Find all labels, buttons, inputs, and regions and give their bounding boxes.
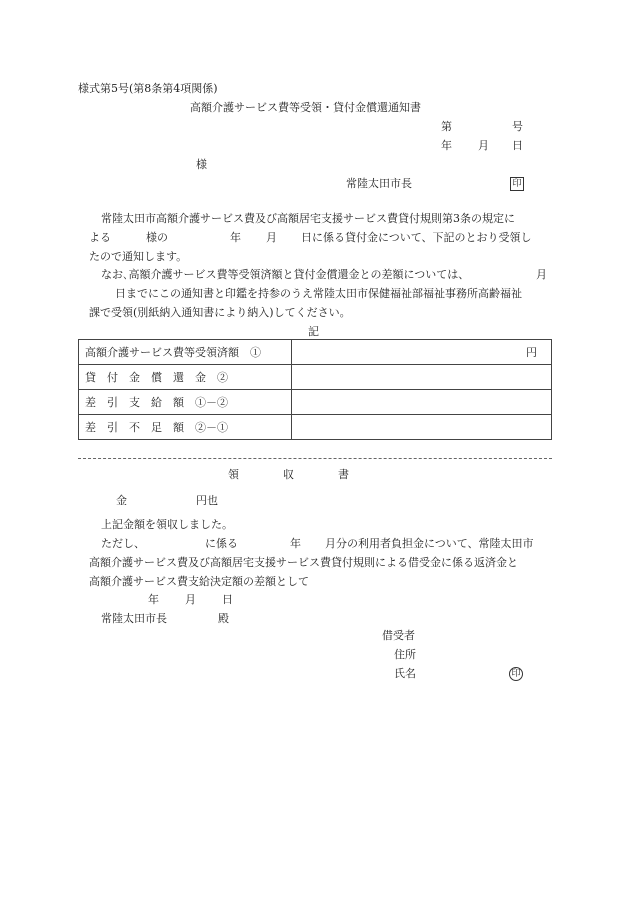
receipt-line2-d: 月分の利用者負担金について、常陸太田市 [325,537,534,550]
receipt-to: 常陸太田市長 [101,612,167,625]
amount-label: 金 [116,494,127,507]
table-row [79,340,552,365]
name-label: 氏名 [394,667,416,680]
receipt-line3: 高額介護サービス費及び高額居宅支援サービス費貸付規則による借受金に係る返済金と [89,556,518,569]
para1-line2-a: よる [89,231,111,244]
date-year: 年 [441,139,452,152]
issuer: 常陸太田市長 [346,177,412,190]
receipt-date-day: 日 [222,593,233,606]
row-label: 差 引 支 給 額 ①－② [79,390,292,415]
number-suffix: 号 [512,120,523,133]
row-label: 高額介護サービス費等受領済額 ① [79,340,292,365]
amount-table [78,339,552,440]
table-row [79,365,552,390]
receipt-title: 領 収 書 [228,468,349,481]
para2-month: 月 [536,268,547,281]
ki-label: 記 [308,325,319,338]
date-day: 日 [512,139,523,152]
para1-line2-d: 月 [266,231,277,244]
seal-stamp: 印 [510,177,524,191]
addressee-honorific: 様 [196,158,207,171]
page-title: 高額介護サービス費等受領・貸付金償還通知書 [190,101,421,114]
row-value [292,365,552,390]
row-value: 円 [292,340,552,365]
receipt-line2-a: ただし、 [101,537,145,550]
form-number: 様式第5号(第8条第4項関係) [78,82,218,95]
row-value [292,415,552,440]
para1-line2-c: 年 [230,231,241,244]
para1-line1: 常陸太田市高額介護サービス費及び高額居宅支援サービス費貸付規則第3条の規定に [101,212,515,225]
para1-line2-b: 様の [146,231,168,244]
receipt-line4: 高額介護サービス費支給決定額の差額として [89,575,309,588]
receipt-line2-b: に係る [205,537,238,550]
address-label: 住所 [394,648,416,661]
seal-stamp: 印 [509,667,523,681]
para1-line3: たので通知します。 [89,250,188,263]
para1-line2-e: 日に係る貸付金について、下記のとおり受領し [301,231,532,244]
table-row [79,415,552,440]
receipt-line2-c: 年 [290,537,301,550]
number-prefix: 第 [441,120,452,133]
row-value [292,390,552,415]
amount-suffix: 円也 [196,494,218,507]
row-label: 差 引 不 足 額 ②－① [79,415,292,440]
receipt-to-honorific: 殿 [218,612,229,625]
date-month: 月 [478,139,489,152]
para2-line3: 課で受領(別紙納入通知書により納入)してください。 [89,306,351,319]
cut-line-divider [78,458,552,459]
receipt-date-month: 月 [185,593,196,606]
table-row [79,390,552,415]
para2-line1: なお､高額介護サービス費等受領済額と貸付金償還金との差額については、 [101,268,470,281]
borrower-label: 借受者 [382,629,415,642]
receipt-date-year: 年 [148,593,159,606]
receipt-line1: 上記金額を領収しました。 [101,518,233,531]
para2-line2: 日までにこの通知書と印鑑を持参のうえ常陸太田市保健福祉部福祉事務所高齢福祉 [115,287,522,300]
row-label: 貸 付 金 償 還 金 ② [79,365,292,390]
